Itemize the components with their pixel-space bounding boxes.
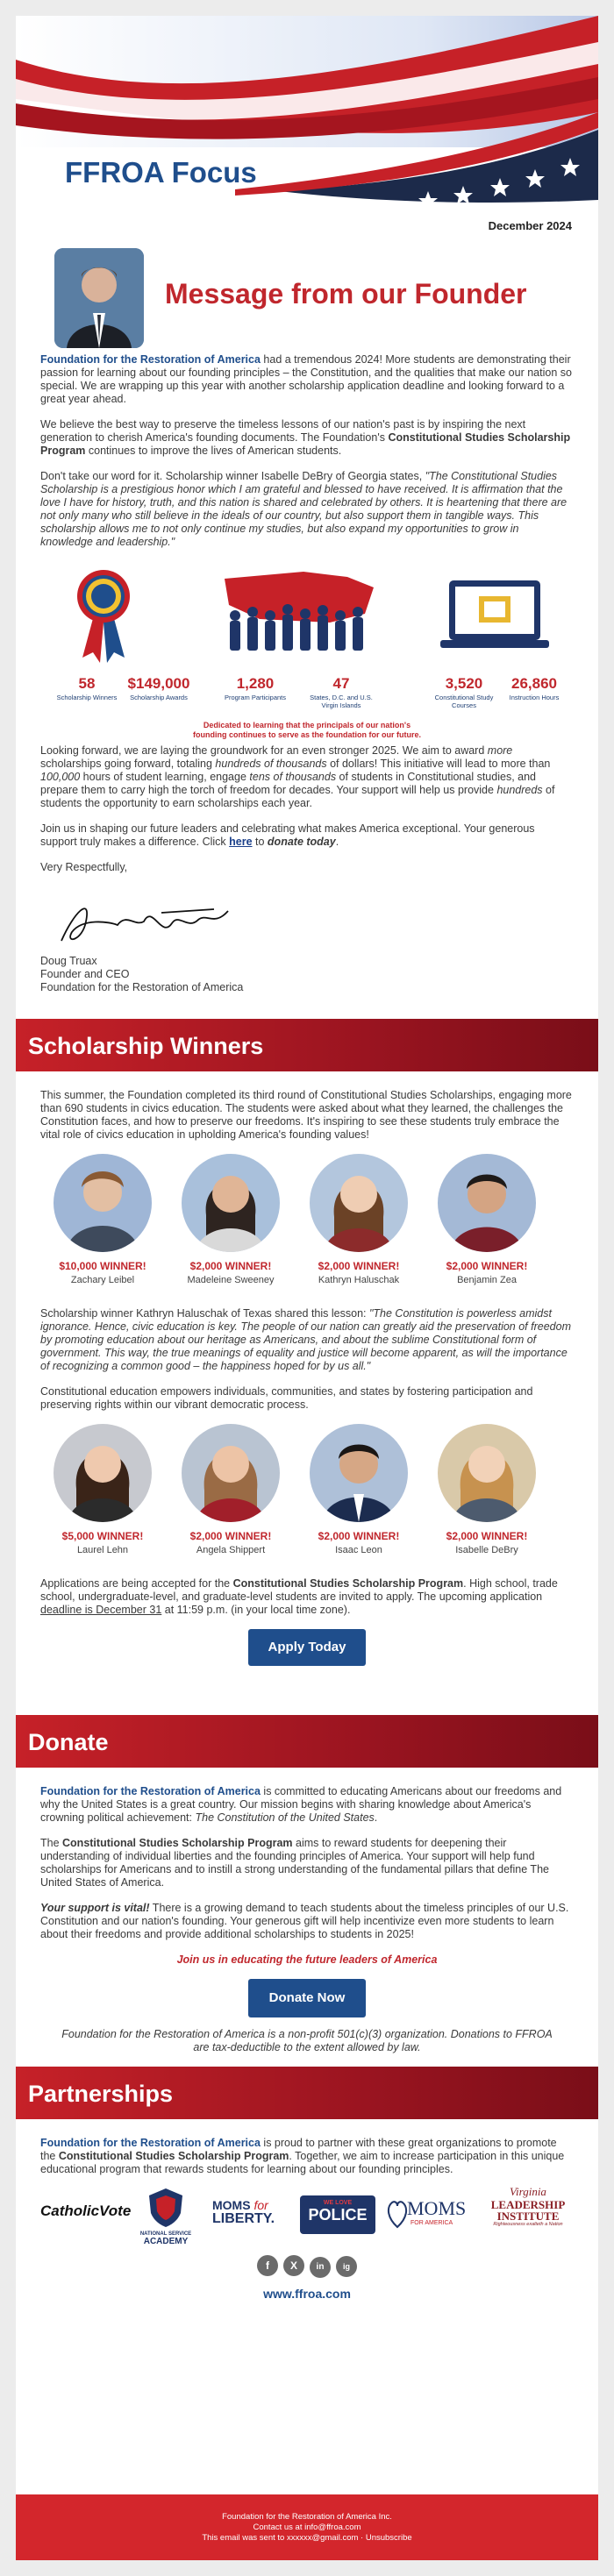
stats-note-line: Dedicated to learning that the principals of our nation's [203,721,411,729]
academy-logo[interactable] [137,2187,195,2246]
winner-name: Kathryn Haluschak [318,1275,400,1285]
text: hours of student learning, engage [80,771,250,783]
catholicvote-logo[interactable]: CatholicVote [40,2202,132,2219]
newsletter [16,16,598,2560]
logo-text: LEADERSHIP [490,2198,566,2211]
signer-title: Founder and CEO [40,968,130,980]
text: of dollars! This initiative will lead to more than [326,758,551,770]
winner-card [174,1424,288,1555]
stat-label: Constitutional Study Courses [434,694,494,709]
program-name: Constitutional Studies Scholarship Program [62,1837,293,1849]
winner-prize: $2,000 WINNER! [318,1530,400,1542]
program-name: Constitutional Studies Scholarship Program [232,1577,464,1590]
social-links [16,2255,598,2278]
text: at 11:59 p.m. (in your local time zone). [161,1604,351,1616]
text: had a tremendous 2024! More students are demonstrating their passion for learning about our founding principles – the Constitution, and the qualities that make our nation so special. We are wrapping up this year with another scholarship application deadline and looking forward to a great year ahead. [40,353,572,405]
logo-text: WE LOVE [323,2200,353,2206]
text: The [40,1837,63,1849]
text: . Together, we aim to increase participation in this unique educational program that rewards students for learning about our founding principles. [40,2150,565,2175]
text: Join us in shaping our future leaders and celebrating what makes America exceptional. Your generous support truly makes a difference. Click [40,822,535,848]
text: tens of thousands [249,771,337,783]
signer-name: Doug Truax [40,955,97,967]
donate-cta: Join us in educating the future leaders of America [176,1953,438,1966]
quote: "The Constitution is powerless amidst ignorance. Hence, civic education is key. The people of our nation can greatly aid the preservation of freedom by promoting education about our heritage as Americans, and about the sublime Constitutional form of government. This way, the true meanings of equality and justice will become apparent, as will the importance of recognizing a common good – the happiness hoped for by us all." [40,1307,571,1372]
instagram-icon[interactable]: ig [336,2256,357,2277]
laptop-icon [440,580,549,648]
section-heading: Partnerships [28,2081,174,2107]
donate-here-link[interactable]: here [229,836,253,848]
winner-name: Isaac Leon [335,1545,382,1555]
leadership-institute-logo[interactable] [484,2185,572,2227]
application-info [16,1577,598,1617]
text: to [252,836,268,848]
closing: Very Respectfully, [40,861,128,873]
stat-label: Instruction Hours [509,694,560,701]
logo-text: MOMS [212,2198,251,2212]
donate-paragraph-1 [40,1785,574,1825]
we-love-police-logo[interactable] [300,2195,375,2234]
kathryn-quote [40,1307,574,1373]
winners-intro-text: This summer, the Foundation completed its third round of Constitutional Studies Scholarships, engaging more than 690 students in civics education. The students were asked about what they learned, the challenges the Constitution faces, and how to preserve our freedoms. It's inspiring to see these students truly embrace the vital role of civics education in upholding America's founding values! [40,1089,572,1141]
issue-date: December 2024 [488,219,572,232]
text: is committed to educating Americans about our freedoms and why the United States is a great country. Our mission begins with sharing knowledge about America's crowning political achievement: [40,1785,562,1824]
winners-row-1 [16,1154,598,1299]
shield-icon [146,2187,186,2227]
logo-text: INSTITUTE [496,2210,560,2223]
text: is proud to partner with these great organizations to promote the [40,2137,557,2162]
partnerships-banner [16,2067,598,2119]
winner-name: Isabelle DeBry [455,1545,518,1555]
logo-text: Righteousness exalteth a Nation [493,2222,563,2227]
logo-text: Virginia [510,2185,546,2198]
stat-label: Program Participants [224,694,287,701]
winner-card [302,1424,416,1555]
winner-photo [54,1424,152,1522]
crowd-map-icon [225,572,374,651]
winner-photo [438,1424,536,1522]
founder-paragraph-3 [40,470,574,549]
deadline: deadline is December 31 [40,1604,162,1616]
winner-prize: $5,000 WINNER! [61,1530,144,1542]
logo-text: POLICE [308,2206,368,2224]
founder-section-header [16,239,598,353]
founder-message-continued [16,744,598,874]
text: Don't take our word for it. Scholarship winner Isabelle DeBry of Georgia states, [40,470,425,482]
logo-text: for [253,2198,268,2212]
winner-prize: $2,000 WINNER! [446,1530,528,1542]
winner-photo [182,1154,280,1252]
founder-paragraph-4 [40,744,574,810]
text: of students the opportunity to earn scholarships each year. [40,784,555,809]
donate-banner [16,1715,598,1768]
quote: "The Constitutional Studies Scholarship is a prestigious honor which I am grateful and blessed to have received. It is affirmation that the love I have for history, truth, and this nation is shared and celebrated by others. It is heartening that there are not only many who still believe in the ideals of our country, but also support them in tangible ways. This scholarship allows me to not only continue my studies, but also expand my opportunities to grow in knowledge and leadership." [40,470,568,548]
org-name: Foundation for the Restoration of America [40,1785,261,1797]
text: of students in Constitutional studies, and prepare them to carry high the torch of freedom for decades. Your support will help us provide [40,771,536,796]
academy-sub: NATIONAL SERVICE [139,2231,192,2237]
stat-value: 58 [78,675,96,692]
donate-paragraph-3 [40,1902,574,1941]
partner-logos [40,2180,574,2250]
founder-paragraph-5 [40,822,574,849]
founder-paragraph-2 [40,418,574,458]
footer-unsubscribe[interactable]: This email was sent to xxxxxx@gmail.com · Unsubscribe [202,2533,412,2543]
winner-card [430,1424,544,1555]
stat-label: States, D.C. and U.S. Virgin Islands [310,694,373,709]
stats-note [40,721,574,740]
winner-quote [16,1307,598,1412]
heart-icon [386,2195,409,2231]
winner-name: Angela Shippert [196,1545,266,1555]
text: aims to reward students for deepening their understanding of individual liberties and the founding principles of America. Your support will help fund scholarships for Americans and to instill a strong understanding of the fundamental pillars that define The United States of America. [40,1837,549,1889]
ribbon-icon [77,570,130,663]
section-heading: Scholarship Winners [28,1033,264,1059]
winner-photo [182,1424,280,1522]
logo-text: LIBERTY. [212,2211,275,2226]
stat-value: $149,000 [127,675,190,692]
text: We believe the best way to preserve the timeless lessons of our nation's past is by inspiring the next generation to cherish America's founding documents. The Foundation's [40,418,526,444]
stat-label: Scholarship Winners [56,694,118,701]
partners-text [16,2137,598,2176]
winner-name: Benjamin Zea [457,1275,517,1285]
text: 100,000 [40,771,81,783]
facebook-icon[interactable]: f [257,2255,278,2276]
text: hundreds of thousands [215,758,327,770]
winners-row-2 [16,1424,598,1569]
text: Your support is vital! [40,1902,150,1914]
program-name: Constitutional Studies Scholarship Program [58,2150,289,2162]
section-heading: Donate [28,1729,109,1755]
stat-label: Scholarship Awards [130,694,188,701]
winner-photo [438,1154,536,1252]
donate-paragraph-2 [40,1837,574,1889]
founder-message [16,353,598,549]
donate-text [16,1785,598,1967]
header [16,16,598,239]
text: There is a growing demand to teach students about the timeless principles of our U.S. Constitution and our nation's founding. Your generous gift will help incentivize even more students to learn about their freedoms and provide additional scholarships to students in 2025! [40,1902,569,1940]
text: donate today [267,836,336,848]
text: Applications are being accepted for the [40,1577,233,1590]
stats-infographic [40,561,574,741]
donate-note [16,2028,598,2054]
stat-value: 1,280 [236,675,275,692]
apply-today-button[interactable]: Apply Today [248,1629,366,1666]
academy-text: ACADEMY [143,2237,189,2246]
signature-graphic [56,886,249,957]
winner-prize: $2,000 WINNER! [189,1530,272,1542]
winner-card [46,1154,160,1285]
text: The Constitution of the United States [195,1811,375,1824]
logo-text: FOR AMERICA [411,2220,453,2226]
signer-org: Foundation for the Restoration of America [40,981,244,993]
footer [16,2494,598,2560]
newsletter-brand: FFROA Focus [65,156,257,189]
moms-for-liberty-logo[interactable] [212,2199,275,2225]
signature [16,886,598,957]
footer-org: Foundation for the Restoration of America Inc. [222,2512,392,2522]
flag-banner-graphic [16,16,598,239]
program-name: Constitutional Studies Scholarship Program [40,431,571,457]
winner-photo [54,1154,152,1252]
footer-contact[interactable]: Contact us at info@ffroa.com [253,2523,361,2532]
org-name: Foundation for the Restoration of America [40,2137,261,2149]
x-twitter-icon[interactable]: X [283,2255,304,2276]
winner-photo [310,1154,408,1252]
text: Looking forward, we are laying the groundwork for an even stronger 2025. We aim to award [40,744,488,757]
winner-card [46,1424,160,1555]
founder-title: Message from our Founder [165,278,527,310]
winner-prize: $10,000 WINNER! [59,1260,146,1272]
partners-paragraph [40,2137,574,2176]
winner-name: Madeleine Sweeney [187,1275,275,1285]
signer-info [16,955,598,994]
winners-intro [16,1089,598,1142]
winner-card [430,1154,544,1285]
text: more [487,744,513,757]
stat-value: 47 [332,675,350,692]
stat-value: 26,860 [511,675,557,692]
stat-value: 3,520 [445,675,483,692]
tax-note: Foundation for the Restoration of America is a non-profit 501(c)(3) organization. Donations to FFROA are tax-deductible to the extent allowed by law. [61,2028,553,2053]
application-text [40,1577,574,1617]
text: continues to improve the lives of American students. [85,445,342,457]
winner-card [174,1154,288,1285]
text: . [374,1811,378,1824]
empower-text: Constitutional education empowers individuals, communities, and states by fostering participation and preserving rights within our vibrant democratic process. [40,1385,533,1411]
founder-paragraph-1 [40,353,574,406]
winner-prize: $2,000 WINNER! [446,1260,528,1272]
donate-now-button[interactable]: Donate Now [248,1979,366,2017]
text: hundreds [496,784,543,796]
winner-card [302,1154,416,1285]
founder-photo [54,248,144,348]
text: Scholarship winner Kathryn Haluschak of Texas shared this lesson: [40,1307,369,1320]
linkedin-icon[interactable]: in [310,2257,331,2278]
stats-note-line: founding continues to serve as the foundation for our future. [193,730,421,739]
text: . High school, trade school, undergraduate-level, and graduate-level students are invited to apply. The upcoming application [40,1577,558,1603]
winner-prize: $2,000 WINNER! [318,1260,400,1272]
logo-text: MOMS [407,2197,467,2219]
website-link[interactable]: www.ffroa.com [263,2287,351,2301]
winner-name: Laurel Lehn [76,1545,129,1555]
winner-name: Zachary Leibel [70,1275,135,1285]
winner-photo [310,1424,408,1522]
winner-prize: $2,000 WINNER! [189,1260,272,1272]
scholarship-winners-banner [16,1019,598,1071]
text: . [335,836,339,848]
text: scholarships going forward, totaling [40,758,216,770]
org-name: Foundation for the Restoration of America [40,353,261,366]
